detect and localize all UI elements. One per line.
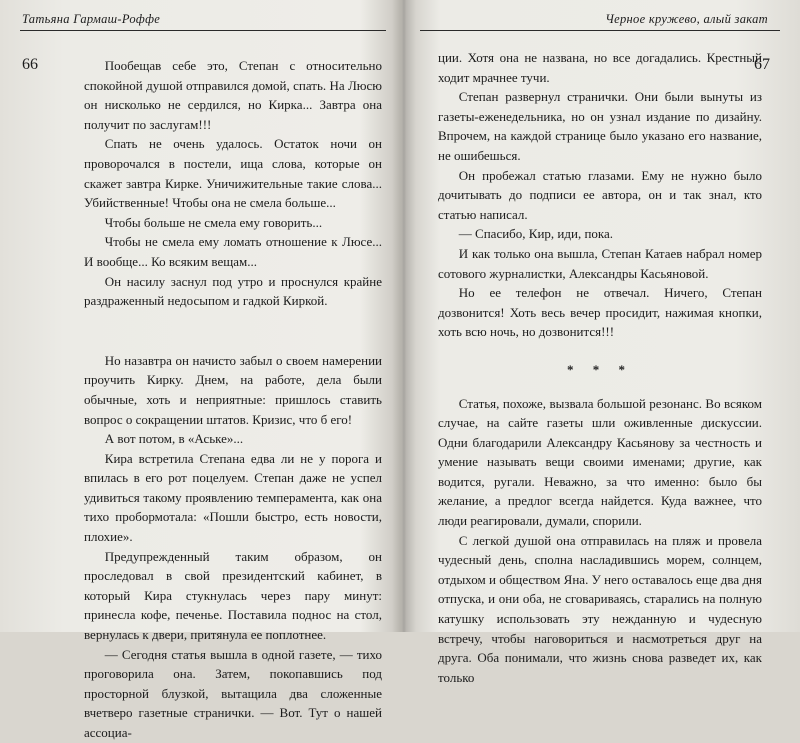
paragraph: Кира встретила Степана едва ли не у порога и впилась в его рот поцелуем. Степан даже не успел удивиться такому проявлению темперамента, как она тихо пробормотала: «Пошли быстро, есть новости, плохие».: [84, 450, 382, 545]
paragraph: — Сегодня статья вышла в одной газете, — тихо проговорила она. Затем, покопавшись под просторной блузкой, вытащила два сложенные вчетверо газетные странички. — Вот. Тут о нашей ассоциа-: [84, 646, 382, 740]
section-break: [84, 311, 382, 351]
left-page: [0, 0, 400, 740]
running-head-author: Татьяна Гармаш-Роффе: [22, 12, 161, 26]
paragraph: Спать не очень удалось. Остаток ночи он проворочался в постели, ища слова, которые он скажет завтра Кирке. Уничижительные такие слова... Убийственные! Чтобы она не смела больше...: [84, 136, 382, 211]
section-separator: * * *: [567, 361, 633, 377]
paragraph: Чтобы не смела ему ломать отношение к Люсе... И вообще... Ко всяким вещам...: [84, 234, 382, 269]
paragraph: И как только она вышла, Степан Катаев набрал номер сотового журналистки, Александры Касьяновой.: [438, 245, 762, 281]
paragraph: Предупрежденный таким образом, он проследовал в свой президентский кабинет, в который Кира стукнулась через пару минут: принесла кофе, печенье. Поставила поднос на стол, вернулась к двери, притянула ее поплотнее.: [84, 548, 382, 643]
paragraph: А вот потом, в «Аське»...: [104, 431, 244, 447]
header-rule: [420, 30, 780, 31]
header-rule: [20, 30, 386, 31]
right-page: [400, 0, 800, 685]
paragraph: Чтобы больше не смела ему говорить...: [104, 214, 323, 230]
paragraph: С легкой душой она отправилась на пляж и провела чудесный день, сполна насладившись морем, солнцем, отдыхом и обществом Яна. У него оставалось еще два дня отпуска, и они оба, не сговариваясь, старались на полную катушку использовать эту нежданную и чудесную встречу, чтобы наговориться и насмотреться друг на друга. Оба понимали, что жизнь снова разведет их, как только: [438, 532, 762, 685]
paragraph: Он пробежал статью глазами. Ему не нужно было дочитывать до подписи ее автора, он и так знал, кто статью написал.: [438, 167, 762, 222]
page-number: 66: [22, 56, 38, 73]
paragraph: Но ее телефон не отвечал. Ничего, Степан дозвонится! Хоть весь вечер просидит, нажимая кнопки, хоть всю ночь, но дозвонится!!!: [438, 285, 762, 340]
paragraph: Но назавтра он начисто забыл о своем намерении проучить Кирку. Днем, на работе, дела были обычные, хоть и неприятные: пришлось ставить вопрос о сокращении штатов. Кризис, что б его!: [84, 352, 382, 427]
paragraph: Пообещав себе это, Степан с относительно спокойной душой отправился домой, спать. На Люсю он нисколько не сердился, но Кирка... Завтра она получит по заслугам!!!: [84, 58, 382, 132]
page-number: 67: [754, 56, 770, 73]
paragraph: Степан развернул странички. Они были вынуты из газеты-еженедельника, но он узнал издание по дизайну. Впрочем, на каждой странице было указано его название, не ошибешься.: [438, 89, 762, 163]
page-text: [84, 56, 382, 743]
paragraph: Статья, похоже, вызвала большой резонанс. Во всяком случае, на сайте газеты шли оживленные дискуссии. Одни благодарили Александру Касьянову за честность и умение называть вещи своими именами; другие, как водится, ругали. Неважно, за что именно: было бы желание, а предлог всегда найдется. Куда важнее, что люди реагировали, думали, спорили.: [438, 395, 762, 529]
paragraph-continued: ции. Хотя она не названа, но все догадались. Крестный ходит мрачнее тучи.: [438, 50, 762, 85]
running-head-title: Черное кружево, алый закат: [605, 12, 768, 26]
paragraph: Он насилу заснул под утро и проснулся крайне раздраженный недосыпом и гадкой Киркой.: [84, 273, 382, 309]
page-text: [438, 48, 762, 687]
paragraph: — Спасибо, Кир, иди, пока.: [458, 226, 614, 242]
